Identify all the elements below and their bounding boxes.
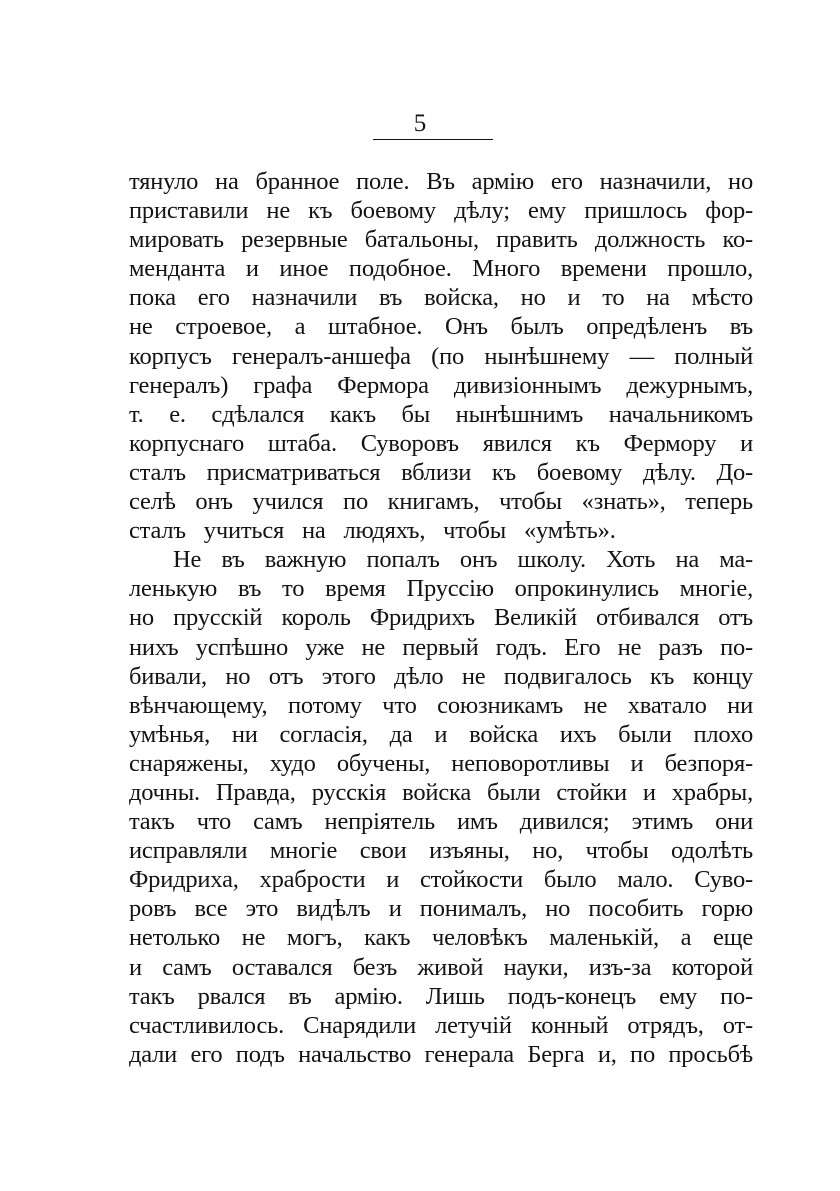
- paragraph-first-line: Не въ важную попалъ онъ школу. Хоть на ма-: [173, 546, 753, 574]
- text-line: счастливилось. Снарядили летучій конный отрядъ, от-: [129, 1011, 753, 1039]
- text-line: нетолько не могъ, какъ человѣкъ маленькій, а еще: [129, 924, 753, 952]
- text-line: тянуло на бранное поле. Въ армію его назначили, но: [129, 168, 753, 195]
- text-line: т. е. сдѣлался какъ бы нынѣшнимъ начальникомъ: [129, 400, 753, 428]
- text-line: исправляли многіе свои изъяны, но, чтобы одолѣть: [129, 837, 753, 865]
- header-rule: [373, 139, 493, 140]
- text-line: бивали, но отъ этого дѣло не подвигалось къ концу: [129, 662, 753, 690]
- text-line: ровъ все это видѣлъ и понималъ, но пособить горю: [129, 895, 753, 923]
- body-text: [129, 167, 753, 1069]
- text-line: мировать резервные батальоны, править должность ко-: [129, 226, 753, 254]
- text-line: менданта и иное подобное. Много времени прошло,: [129, 255, 753, 283]
- text-line: не строевое, а штабное. Онъ былъ опредѣленъ въ: [129, 313, 753, 341]
- text-line: и самъ оставался безъ живой науки, изъ-за которой: [129, 953, 753, 981]
- text-line: Фридриха, храбрости и стойкости было мало. Суво-: [129, 866, 753, 894]
- text-line: корпуснаго штаба. Суворовъ явился къ Фермору и: [129, 429, 753, 457]
- text-line: селѣ онъ учился по книгамъ, чтобы «знать», теперь: [129, 488, 753, 516]
- text-line: вѣнчающему, потому что союзникамъ не хватало ни: [129, 691, 753, 719]
- text-line: приставили не къ боевому дѣлу; ему пришлось фор-: [129, 197, 753, 225]
- text-line: пока его назначили въ войска, но и то на мѣсто: [129, 284, 753, 312]
- text-line: дали его подъ начальство генерала Берга и, по просьбѣ: [129, 1040, 753, 1068]
- text-line: сталъ присматриваться вблизи къ боевому дѣлу. До-: [129, 458, 753, 486]
- paragraph-end-line: сталъ учиться на людяхъ, чтобы «умѣть».: [129, 517, 616, 545]
- page-number: 5: [413, 110, 427, 137]
- text-line: умѣнья, ни согласія, да и войска ихъ были плохо: [129, 720, 753, 748]
- text-line: дочны. Правда, русскія войска были стойки и храбры,: [129, 778, 753, 806]
- text-line: ленькую въ то время Пруссію опрокинулись многіе,: [129, 575, 753, 603]
- text-line: такъ рвался въ армію. Лишь подъ-конецъ ему по-: [129, 982, 753, 1010]
- text-line: корпусъ генералъ-аншефа (по нынѣшнему — полный: [129, 342, 753, 370]
- text-line: но прусскій король Фридрихъ Великій отбивался отъ: [129, 604, 753, 632]
- text-line: нихъ успѣшно уже не первый годъ. Его не разъ по-: [129, 633, 753, 661]
- text-line: снаряжены, худо обучены, неповоротливы и безпоря-: [129, 749, 753, 777]
- text-line: такъ что самъ непріятель имъ дивился; этимъ они: [129, 808, 753, 836]
- text-line: генералъ) графа Фермора дивизіоннымъ дежурнымъ,: [129, 371, 753, 399]
